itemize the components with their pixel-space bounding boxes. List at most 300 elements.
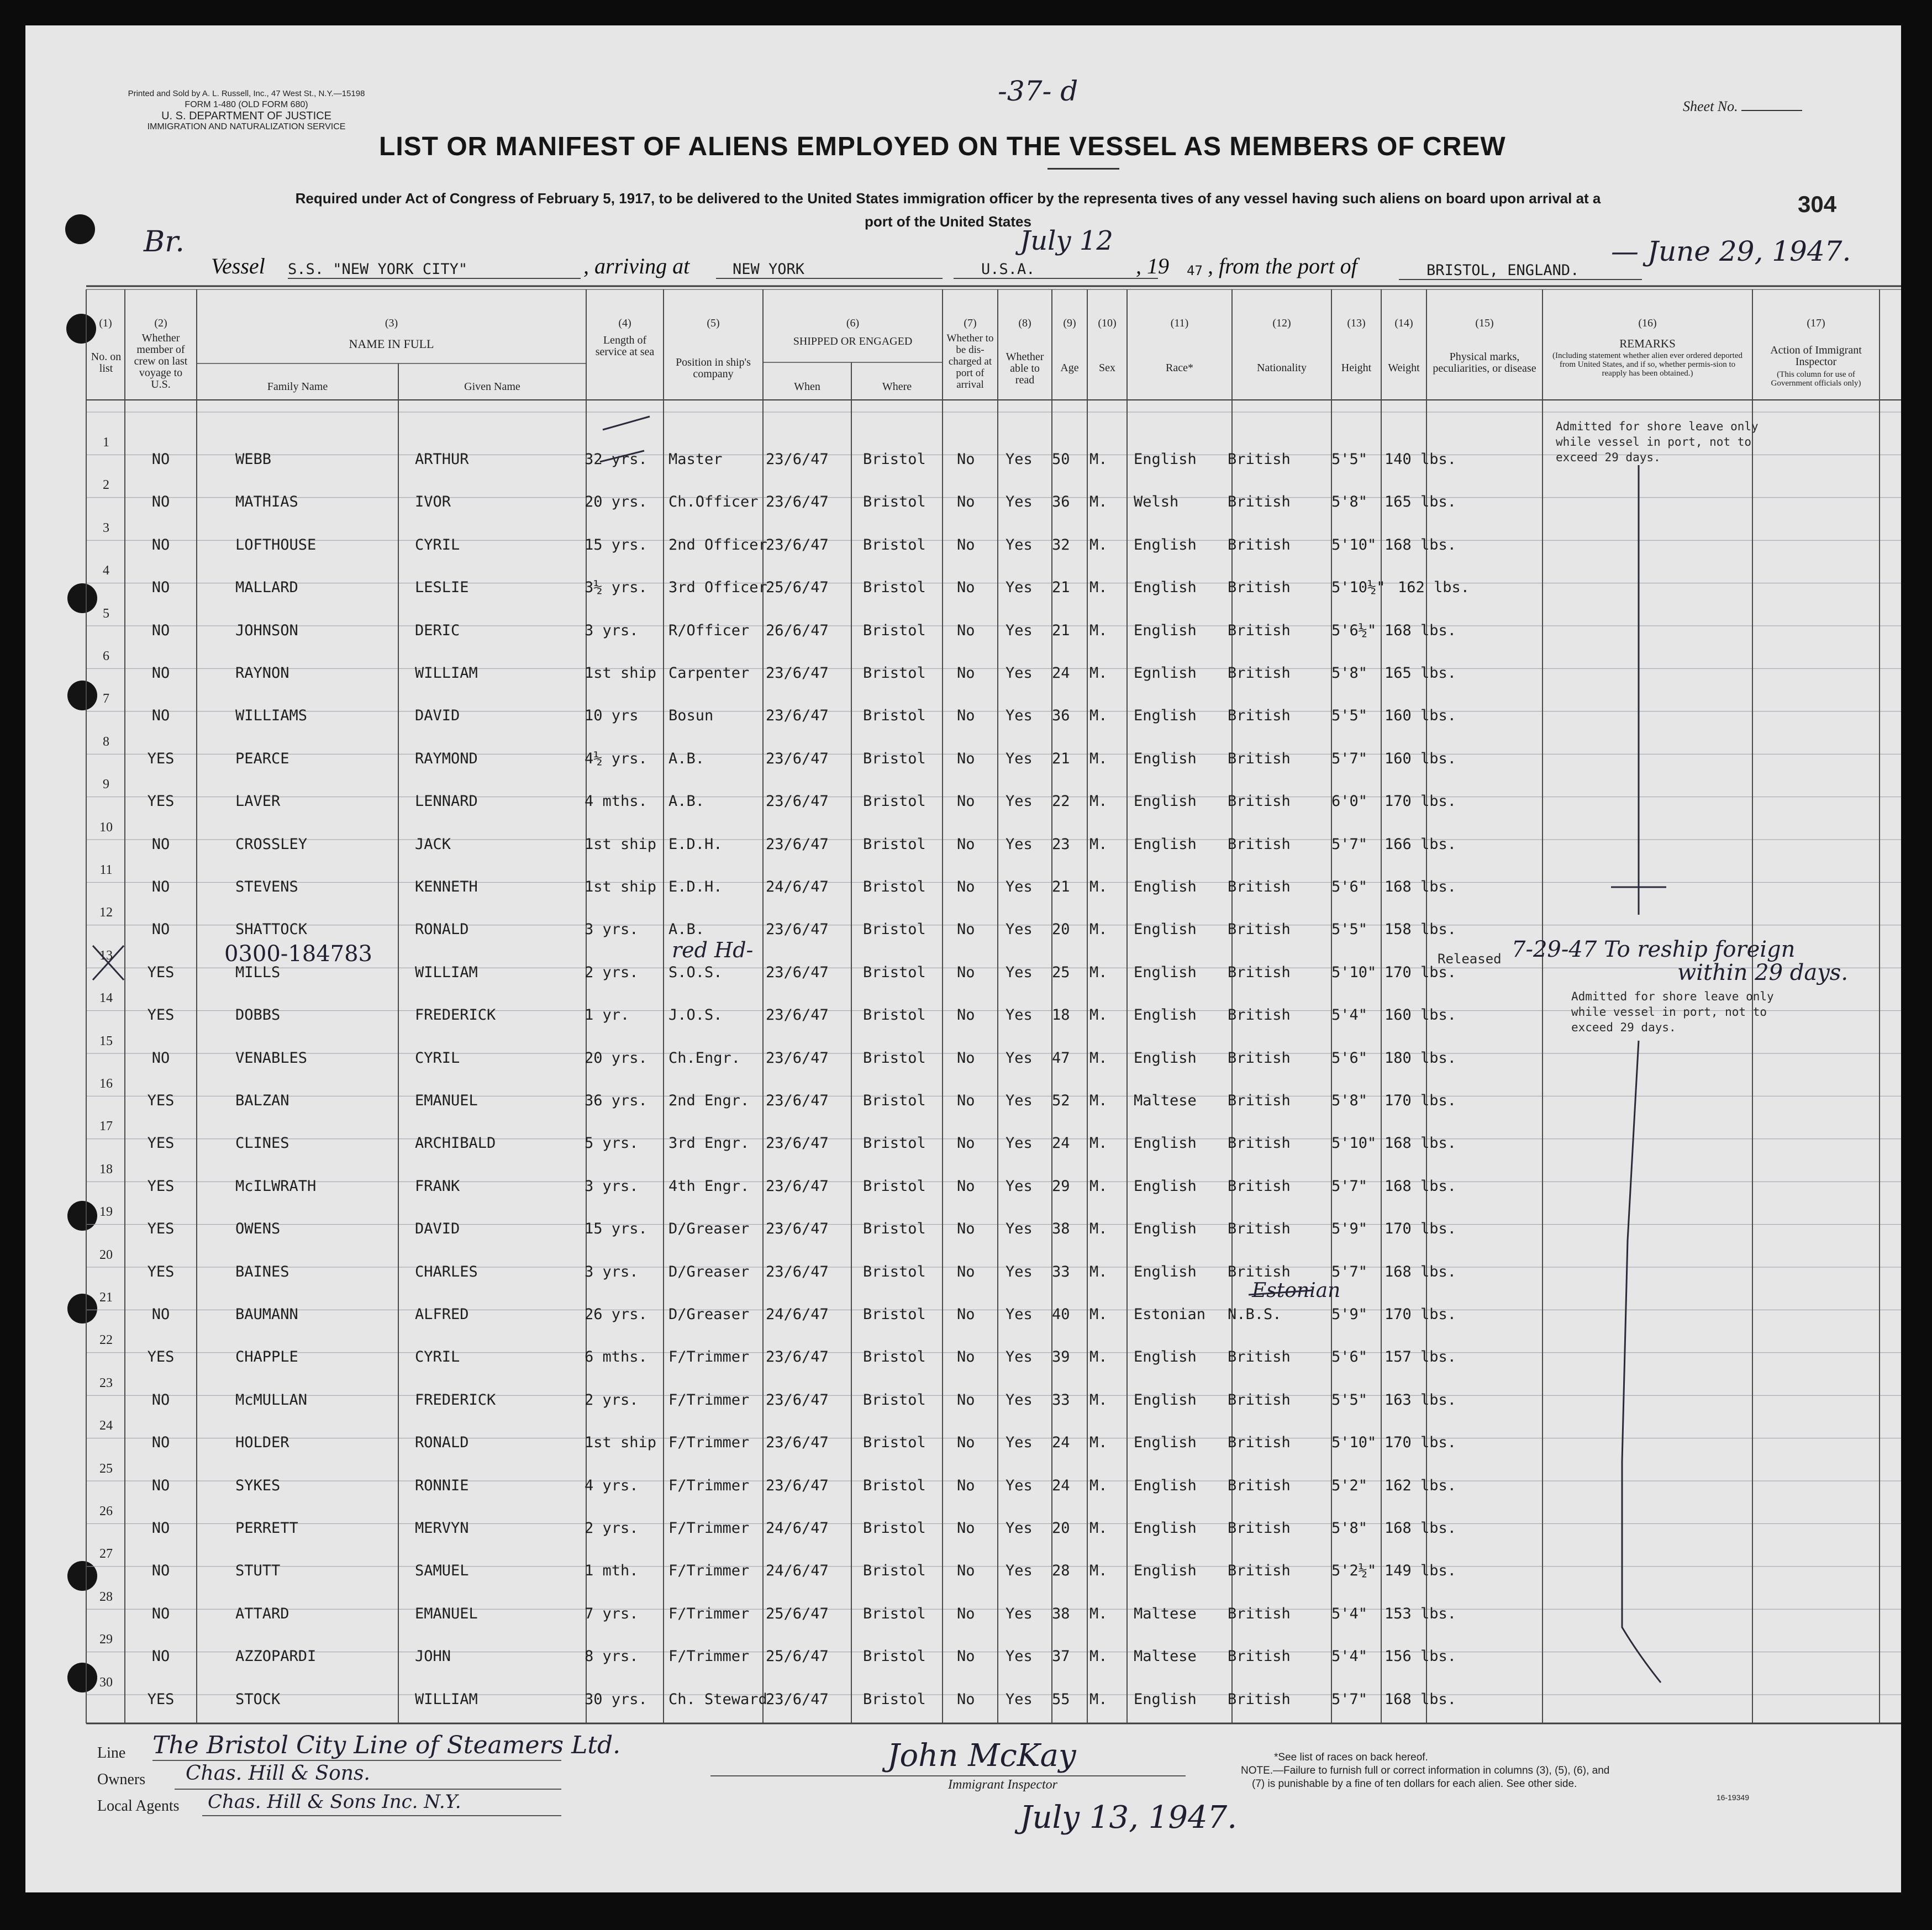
cell-age: 21 [1052,621,1070,639]
col-header-sex: Sex [1099,362,1115,374]
cell-where: Bristol [863,1177,926,1195]
col-header-where: Where [882,381,912,393]
cell-family-name: MATHIAS [235,493,298,511]
arriving-port: NEW YORK [716,261,943,279]
cell-where: Bristol [863,579,926,597]
cell-when: 23/6/47 [766,1177,829,1195]
cell-height: 5'6½" [1331,621,1377,639]
cell-sex: M. [1089,493,1108,511]
cell-where: Bristol [863,1348,926,1366]
annotation-strokes [25,25,1901,1892]
cell-discharged: No [957,1306,975,1323]
cell-height: 5'5" [1331,451,1368,468]
cell-row-number: 24 [99,1419,113,1433]
cell-age: 33 [1052,1391,1070,1409]
cell-weight: 157 lbs. [1384,1348,1457,1366]
cell-sex: M. [1089,1135,1108,1152]
cell-when: 24/6/47 [766,1520,829,1537]
cell-row-number: 27 [99,1547,113,1562]
cell-weight: 180 lbs. [1384,1049,1457,1067]
printer-line: Printed and Sold by A. L. Russell, Inc., 47 West St., N.Y.—15198 [128,89,365,98]
cell-service: 1 mth. [585,1562,639,1580]
cell-last-voyage: NO [151,707,170,725]
cell-family-name: MALLARD [235,579,298,597]
cell-discharged: No [957,493,975,511]
cell-weight: 153 lbs. [1384,1605,1457,1622]
cell-service: 10 yrs [585,707,639,725]
cell-height: 5'7" [1331,1690,1368,1708]
cell-discharged: No [957,1520,975,1537]
cell-age: 39 [1052,1348,1070,1366]
cell-service: 4½ yrs. [585,750,647,767]
cell-row-number: 15 [99,1033,113,1048]
cell-family-name: OWENS [235,1220,281,1238]
cell-family-name: LOFTHOUSE [235,536,317,553]
cell-age: 52 [1052,1092,1070,1109]
cell-where: Bristol [863,707,926,725]
cell-service: 8 yrs. [585,1648,639,1665]
cell-family-name: MILLS [235,963,281,981]
cell-service: 2 yrs. [585,1391,639,1409]
year-prefix: , 19 [1136,254,1169,278]
cell-last-voyage: NO [151,1049,170,1067]
cell-discharged: No [957,451,975,468]
cell-where: Bristol [863,921,926,938]
cell-weight: 170 lbs. [1384,1306,1457,1323]
cell-last-voyage: NO [151,835,170,853]
cell-race: Maltese [1134,1605,1197,1622]
cell-height: 6'0" [1331,793,1368,810]
cell-discharged: No [957,1562,975,1580]
cell-where: Bristol [863,451,926,468]
col-header-position: Position in ship's company [676,356,751,380]
cell-family-name: BALZAN [235,1092,289,1109]
cell-sex: M. [1089,1520,1108,1537]
cell-discharged: No [957,621,975,639]
cell-service: 20 yrs. [585,1049,647,1067]
cell-age: 23 [1052,835,1070,853]
cell-race: Welsh [1134,493,1179,511]
cell-race: English [1134,1520,1197,1537]
released-note-2: within 29 days. [1677,960,1849,985]
vessel-name: S.S. "NEW YORK CITY" [288,261,581,279]
cell-row-number: 3 [103,520,109,535]
cell-when: 23/6/47 [766,1049,829,1067]
inspector-label: Immigrant Inspector [948,1778,1057,1792]
cell-last-voyage: YES [147,1220,175,1238]
cell-height: 5'9" [1331,1220,1368,1238]
cell-race: English [1134,835,1197,853]
cell-last-voyage: YES [147,1006,175,1024]
row13-note: red Hd- [672,938,754,962]
cell-weight: 162 lbs. [1384,1476,1457,1494]
cell-position: A.B. [668,921,705,938]
cell-race: English [1134,878,1197,895]
cell-service: 4 yrs. [585,1476,639,1494]
cell-race: English [1134,1220,1197,1238]
col-header-no: No. on list [91,351,122,375]
cell-row-number: 25 [99,1461,113,1476]
cell-sex: M. [1089,1092,1108,1109]
cell-discharged: No [957,579,975,597]
cell-row-number: 2 [103,478,109,493]
cell-given-name: FREDERICK [415,1006,496,1024]
cell-row-number: 21 [99,1290,113,1305]
cell-race: English [1134,921,1197,938]
cell-position: Ch.Officer [668,493,759,511]
cell-read: Yes [1006,1220,1033,1238]
cell-where: Bristol [863,1263,926,1280]
cell-discharged: No [957,1135,975,1152]
from-port-label: , from the port of [1208,254,1357,278]
col-header-num: (7) [964,317,977,329]
page-title: LIST OR MANIFEST OF ALIENS EMPLOYED ON THE VESSEL AS MEMBERS OF CREW [379,132,1506,161]
cell-when: 23/6/47 [766,750,829,767]
cell-where: Bristol [863,1434,926,1452]
cell-race: Maltese [1134,1092,1197,1109]
cell-sex: M. [1089,536,1108,553]
col-header-num: (2) [154,317,167,329]
cell-weight: 165 lbs. [1384,665,1457,682]
cell-service: 32 yrs. [585,451,647,468]
cell-weight: 156 lbs. [1384,1648,1457,1665]
cell-position: F/Trimmer [668,1434,750,1452]
cell-discharged: No [957,1476,975,1494]
cell-given-name: KENNETH [415,878,478,895]
col-header-shipped: SHIPPED OR ENGAGED [793,335,913,347]
col-header-name-in-full: NAME IN FULL [349,337,434,351]
cell-race: English [1134,579,1197,597]
cell-nationality: British [1228,793,1291,810]
cell-where: Bristol [863,1648,926,1665]
cell-given-name: JOHN [415,1648,451,1665]
cell-age: 20 [1052,921,1070,938]
cell-when: 23/6/47 [766,1220,829,1238]
cell-discharged: No [957,1092,975,1109]
cell-given-name: DAVID [415,707,460,725]
cell-row-number: 16 [99,1077,113,1091]
form-number: 16-19349 [1716,1793,1749,1802]
cell-read: Yes [1006,493,1033,511]
cell-sex: M. [1089,451,1108,468]
cell-last-voyage: YES [147,1690,175,1708]
cell-family-name: SHATTOCK [235,921,308,938]
col-header-num: (6) [846,317,860,329]
cell-nationality: British [1228,1690,1291,1708]
cell-where: Bristol [863,1690,926,1708]
cell-last-voyage: YES [147,1092,175,1109]
cell-family-name: PEARCE [235,750,289,767]
page-number: 304 [1798,191,1837,217]
cell-family-name: SYKES [235,1476,281,1494]
cell-where: Bristol [863,493,926,511]
br-mark: Br. [144,225,185,259]
cell-given-name: ALFRED [415,1306,469,1323]
cell-weight: 165 lbs. [1384,493,1457,511]
col-header-num: (11) [1170,317,1189,329]
cell-race: English [1134,621,1197,639]
cell-position: Carpenter [668,665,750,682]
footer-notes [1241,1751,1749,1804]
cell-last-voyage: NO [151,1648,170,1665]
cell-service: 3 yrs. [585,1263,639,1280]
cell-where: Bristol [863,1135,926,1152]
cell-height: 5'8" [1331,1092,1368,1109]
cell-weight: 166 lbs. [1384,835,1457,853]
cell-given-name: DAVID [415,1220,460,1238]
cell-family-name: CLINES [235,1135,289,1152]
remark-line: while vessel in port, not to [1556,435,1752,449]
cell-nationality: British [1228,1220,1291,1238]
printer-line: IMMIGRATION AND NATURALIZATION SERVICE [147,122,346,131]
cell-where: Bristol [863,1562,926,1580]
cell-when: 26/6/47 [766,621,829,639]
cell-row-number: 29 [99,1632,113,1647]
cell-position: A.B. [668,750,705,767]
col-header-num: (15) [1475,317,1494,329]
cell-position: F/Trimmer [668,1391,750,1409]
cell-service: 30 yrs. [585,1690,647,1708]
cell-nationality: British [1228,707,1291,725]
cell-where: Bristol [863,793,926,810]
cell-nationality: British [1228,621,1291,639]
manifest-sheet [25,25,1901,1892]
cell-race: English [1134,1263,1197,1280]
cell-discharged: No [957,1690,975,1708]
cell-read: Yes [1006,707,1033,725]
col-header-read: Whether able to read [1006,351,1044,386]
cell-when: 25/6/47 [766,1648,829,1665]
cell-weight: 168 lbs. [1384,1690,1457,1708]
cell-row-number: 28 [99,1589,113,1604]
cell-discharged: No [957,1263,975,1280]
inspector-rule [710,1775,1186,1776]
cell-where: Bristol [863,1220,926,1238]
cell-age: 28 [1052,1562,1070,1580]
cell-age: 55 [1052,1690,1070,1708]
cell-service: 20 yrs. [585,493,647,511]
cell-height: 5'5" [1331,921,1368,938]
cell-where: Bristol [863,621,926,639]
cell-age: 36 [1052,707,1070,725]
cell-service: 1st ship [585,878,657,895]
subtitle-line: port of the United States [865,213,1031,230]
cell-given-name: MERVYN [415,1520,469,1537]
remark-line: while vessel in port, not to [1571,1005,1767,1019]
col-header-weight: Weight [1388,362,1420,374]
cell-position: D/Greaser [668,1220,750,1238]
cell-last-voyage: YES [147,793,175,810]
cell-age: 24 [1052,1135,1070,1152]
col-header-num: (12) [1272,317,1291,329]
cell-nationality: N.B.S. [1228,1306,1282,1323]
cell-service: 1 yr. [585,1006,630,1024]
cell-read: Yes [1006,1391,1033,1409]
cell-height: 5'4" [1331,1006,1368,1024]
footer-agents-label: Local Agents [97,1797,180,1815]
cell-sex: M. [1089,1605,1108,1622]
cell-age: 24 [1052,665,1070,682]
cell-when: 23/6/47 [766,921,829,938]
remark-line: exceed 29 days. [1571,1021,1676,1034]
cell-where: Bristol [863,1391,926,1409]
cell-row-number: 4 [103,563,109,578]
cell-sex: M. [1089,1177,1108,1195]
cell-weight: 168 lbs. [1384,1135,1457,1152]
cell-where: Bristol [863,1006,926,1024]
cell-family-name: LAVER [235,793,281,810]
cell-sex: M. [1089,1476,1108,1494]
cell-when: 23/6/47 [766,963,829,981]
cell-weight: 168 lbs. [1384,1177,1457,1195]
cell-age: 25 [1052,963,1070,981]
footer-owners-value: Chas. Hill & Sons. [186,1762,370,1785]
cell-weight: 170 lbs. [1384,963,1457,981]
cell-last-voyage: NO [151,878,170,895]
cell-row-number: 13 [99,948,113,963]
top-handwritten-mark: -37- d [998,75,1078,107]
col-header-race: Race* [1166,362,1193,374]
cell-age: 38 [1052,1220,1070,1238]
cell-last-voyage: NO [151,621,170,639]
cell-family-name: HOLDER [235,1434,289,1452]
cell-read: Yes [1006,1263,1033,1280]
cell-last-voyage: NO [151,921,170,938]
cell-nationality: British [1228,921,1291,938]
cell-position: E.D.H. [668,835,723,853]
cell-family-name: AZZOPARDI [235,1648,317,1665]
vessel-label: Vessel [211,254,265,278]
cell-read: Yes [1006,1306,1033,1323]
cell-given-name: ARTHUR [415,451,469,468]
cell-service: 3 yrs. [585,621,639,639]
cell-race: English [1134,1690,1197,1708]
cell-height: 5'2½" [1331,1562,1377,1580]
cell-race: English [1134,750,1197,767]
sheet-label: Sheet No. [1683,98,1738,114]
cell-position: A.B. [668,793,705,810]
cell-given-name: RONNIE [415,1476,469,1494]
cell-discharged: No [957,707,975,725]
cell-age: 38 [1052,1605,1070,1622]
inspector-signature: John McKay [887,1738,1076,1774]
cell-race: English [1134,1177,1197,1195]
cell-family-name: CHAPPLE [235,1348,298,1366]
cell-given-name: EMANUEL [415,1092,478,1109]
cell-race: English [1134,707,1197,725]
cell-last-voyage: NO [151,493,170,511]
cell-race: Maltese [1134,1648,1197,1665]
cell-height: 5'10" [1331,1135,1377,1152]
cell-nationality: British [1228,1562,1291,1580]
col-header-age: Age [1060,362,1079,374]
cell-last-voyage: YES [147,750,175,767]
cell-where: Bristol [863,1476,926,1494]
cell-discharged: No [957,1605,975,1622]
cell-when: 24/6/47 [766,878,829,895]
cell-nationality: British [1228,493,1291,511]
nationality-correction: Estonian [1252,1279,1341,1302]
cell-row-number: 22 [99,1333,113,1348]
cell-last-voyage: NO [151,1520,170,1537]
cell-position: Ch. Steward [668,1690,767,1708]
col-header-num: (13) [1347,317,1366,329]
cell-row-number: 8 [103,734,109,749]
cell-given-name: RAYMOND [415,750,478,767]
cell-position: 2nd Officer [668,536,767,553]
cell-service: 3 yrs. [585,921,639,938]
inspector-date: July 13, 1947. [1020,1800,1238,1836]
note-penalty: NOTE.—Failure to furnish full or correct information in columns (3), (5), (6), and [1241,1765,1610,1776]
cell-read: Yes [1006,1476,1033,1494]
cell-family-name: McMULLAN [235,1391,308,1409]
cell-race: English [1134,1006,1197,1024]
cell-when: 23/6/47 [766,1135,829,1152]
cell-nationality: British [1228,1348,1291,1366]
cell-height: 5'8" [1331,1520,1368,1537]
cell-nationality: British [1228,1092,1291,1109]
cell-service: 2 yrs. [585,1520,639,1537]
printer-line: U. S. DEPARTMENT OF JUSTICE [161,110,331,122]
cell-family-name: BAUMANN [235,1306,298,1323]
arriving-label: , arriving at [583,254,690,278]
cell-when: 23/6/47 [766,835,829,853]
cell-nationality: British [1228,536,1291,553]
footer-line-label: Line [97,1744,126,1762]
cell-where: Bristol [863,1092,926,1109]
cell-race: English [1134,536,1197,553]
cell-read: Yes [1006,1092,1033,1109]
cell-race: English [1134,1434,1197,1452]
note-penalty-2: (7) is punishable by a fine of ten dollars for each alien. See other side. [1252,1778,1577,1790]
col-header-num: (14) [1394,317,1413,329]
cell-family-name: PERRETT [235,1520,298,1537]
cell-when: 23/6/47 [766,451,829,468]
cell-weight: 160 lbs. [1384,707,1457,725]
cell-position: D/Greaser [668,1263,750,1280]
cell-row-number: 18 [99,1162,113,1177]
footer-agents-rule [202,1815,561,1816]
cell-given-name: ARCHIBALD [415,1135,496,1152]
cell-height: 5'10" [1331,963,1377,981]
cell-last-voyage: YES [147,963,175,981]
cell-read: Yes [1006,1177,1033,1195]
cell-row-number: 11 [99,863,113,877]
cell-discharged: No [957,835,975,853]
cell-family-name: VENABLES [235,1049,308,1067]
cell-read: Yes [1006,963,1033,981]
cell-discharged: No [957,1220,975,1238]
cell-when: 24/6/47 [766,1306,829,1323]
cell-read: Yes [1006,750,1033,767]
cell-sex: M. [1089,1348,1108,1366]
cell-last-voyage: NO [151,536,170,553]
cell-sex: M. [1089,707,1108,725]
cell-weight: 149 lbs. [1384,1562,1457,1580]
cell-given-name: CYRIL [415,536,460,553]
cell-sex: M. [1089,1391,1108,1409]
cell-race: English [1134,1348,1197,1366]
cell-row-number: 23 [99,1375,113,1390]
cell-weight: 170 lbs. [1384,1220,1457,1238]
cell-where: Bristol [863,536,926,553]
cell-when: 25/6/47 [766,579,829,597]
cell-service: 7 yrs. [585,1605,639,1622]
col-header-num: (5) [707,317,720,329]
cell-read: Yes [1006,1520,1033,1537]
cell-age: 50 [1052,451,1070,468]
cell-read: Yes [1006,1348,1033,1366]
